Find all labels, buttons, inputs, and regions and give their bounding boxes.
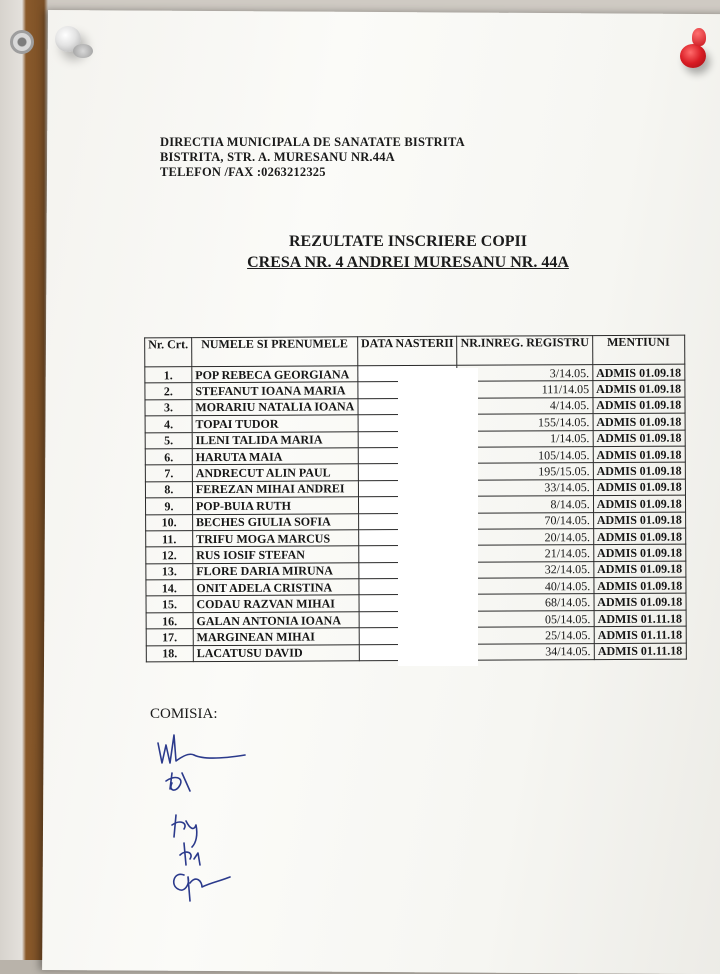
row-nr: 3. [145,399,192,416]
row-name: ONIT ADELA CRISTINA [193,579,359,596]
row-mention: ADMIS 01.11.18 [594,643,686,660]
row-name: LACATUSU DAVID [193,644,359,661]
row-name: POP-BUIA RUTH [192,497,358,514]
row-nr: 9. [145,498,192,515]
row-name: CODAU RAZVAN MIHAI [193,595,359,612]
row-mention: ADMIS 01.11.18 [594,626,686,643]
signature-3 [172,815,197,847]
document-subtitle: CRESA NR. 4 ANDREI MURESANU NR. 44A [247,254,569,271]
commission-signatures [150,725,270,925]
row-nr: 7. [145,465,192,482]
row-name: STEFANUT IOANA MARIA [192,382,358,399]
row-name: ILENI TALIDA MARIA [192,431,358,448]
row-name: TOPAI TUDOR [192,415,358,432]
row-nr: 6. [145,449,192,466]
table-header-row [145,335,685,367]
row-nr: 17. [146,629,193,646]
row-mention: ADMIS 01.09.18 [593,413,685,430]
row-registry: 8/14.05. [458,496,593,513]
institution-header [160,135,465,180]
row-nr: 4. [145,416,192,433]
header-name: NUMELE SI PRENUMELE [192,337,358,367]
row-nr: 10. [146,514,193,531]
row-nr: 11. [146,531,193,548]
row-mention: ADMIS 01.09.18 [593,528,685,545]
row-nr: 14. [146,580,193,597]
white-pushpin-icon [55,26,81,52]
row-registry: 68/14.05. [458,594,593,611]
row-registry: 32/14.05. [458,561,593,578]
row-name: RUS IOSIF STEFAN [193,546,359,563]
row-mention: ADMIS 01.09.18 [593,397,685,414]
row-mention: ADMIS 01.09.18 [593,479,685,496]
row-nr: 5. [145,432,192,449]
header-nr: Nr. Crt. [145,338,192,367]
row-mention: ADMIS 01.09.18 [593,364,685,381]
row-registry: 111/14.05 [457,381,592,398]
row-registry: 05/14.05. [458,610,593,627]
row-registry: 3/14.05. [457,365,592,382]
row-nr: 15. [146,596,193,613]
row-name: HARUTA MAIA [192,448,358,465]
signature-4 [180,843,200,865]
red-pushpin-icon [680,44,706,68]
row-name: FEREZAN MIHAI ANDREI [192,481,358,498]
row-mention: ADMIS 01.09.18 [593,462,685,479]
row-name: TRIFU MOGA MARCUS [193,530,359,547]
row-registry: 33/14.05. [458,479,593,496]
row-nr: 18. [146,645,193,662]
row-nr: 16. [146,613,193,630]
row-mention: ADMIS 01.09.18 [593,512,685,529]
row-nr: 12. [146,547,193,564]
row-name: GALAN ANTONIA IOANA [193,612,359,629]
row-mention: ADMIS 01.11.18 [594,610,686,627]
row-name: POP REBECA GEORGIANA [192,366,358,383]
row-registry: 70/14.05. [458,512,593,529]
row-mention: ADMIS 01.09.18 [594,577,686,594]
row-registry: 21/14.05. [458,545,593,562]
row-mention: ADMIS 01.09.18 [594,594,686,611]
redacted-birthdates [398,368,478,666]
row-nr: 13. [146,563,193,580]
row-registry: 40/14.05. [458,578,593,595]
row-name: MARGINEAN MIHAI [193,628,359,645]
row-mention: ADMIS 01.09.18 [593,380,685,397]
header-mentions: MENTIUNI [592,335,684,364]
row-name: MORARIU NATALIA IOANA [192,399,358,416]
signature-2 [166,773,190,791]
row-mention: ADMIS 01.09.18 [594,561,686,578]
header-line-address: BISTRITA, STR. A. MURESANU NR.44A [160,150,395,164]
header-line-institution: DIRECTIA MUNICIPALA DE SANATATE BISTRITA [160,135,465,149]
row-nr: 1. [145,367,192,384]
row-mention: ADMIS 01.09.18 [593,495,685,512]
signature-1 [158,735,245,763]
row-registry: 4/14.05. [457,397,592,414]
commission-label: COMISIA: [150,706,218,722]
row-name: FLORE DARIA MIRUNA [193,562,359,579]
row-mention: ADMIS 01.09.18 [593,446,685,463]
wall-screw-icon [10,30,34,54]
header-birth-date: DATA NASTERII [357,336,457,366]
row-registry: 20/14.05. [458,528,593,545]
row-registry: 105/14.05. [458,447,593,464]
row-mention: ADMIS 01.09.18 [593,430,685,447]
row-nr: 2. [145,383,192,400]
row-mention: ADMIS 01.09.18 [593,544,685,561]
row-registry: 195/15.05. [458,463,593,480]
row-name: BECHES GIULIA SOFIA [192,513,358,530]
header-line-phone: TELEFON /FAX :0263212325 [160,165,326,179]
row-registry: 155/14.05. [457,414,592,431]
signature-5 [174,874,230,901]
document-title: REZULTATE INSCRIERE COPII [289,233,527,250]
row-nr: 8. [145,481,192,498]
row-registry: 34/14.05. [459,643,594,660]
row-registry: 1/14.05. [458,430,593,447]
row-name: ANDRECUT ALIN PAUL [192,464,358,481]
row-registry: 25/14.05. [459,627,594,644]
header-registry: NR.INREG. REGISTRU [457,336,593,366]
